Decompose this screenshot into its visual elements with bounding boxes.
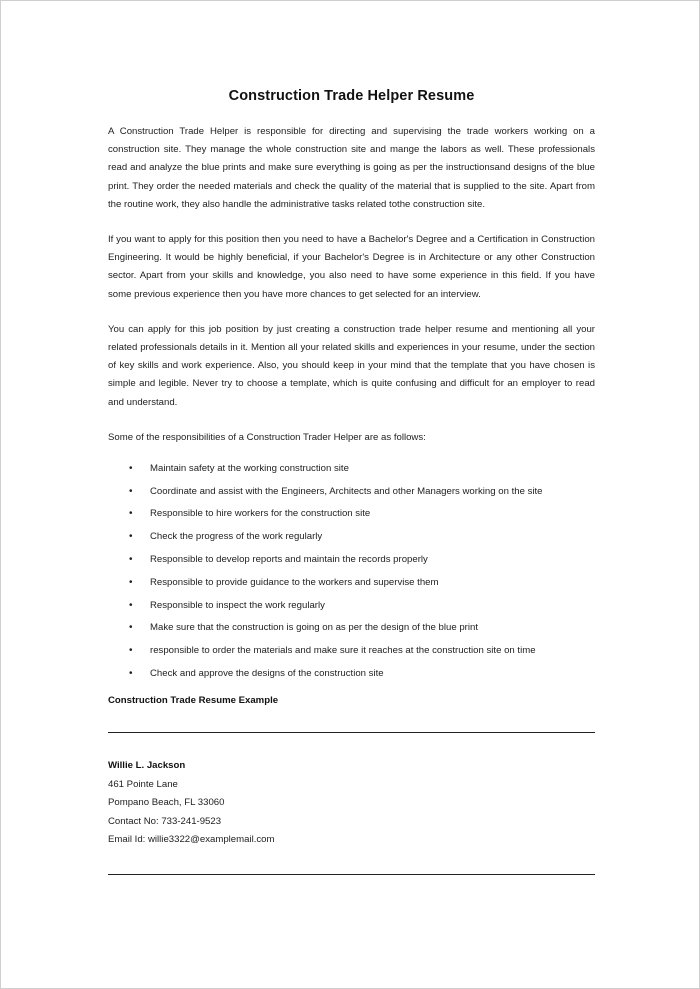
contact-phone: Contact No: 733-241-9523: [108, 815, 222, 827]
example-heading: Construction Trade Resume Example: [108, 695, 279, 707]
list-item: [108, 643, 595, 658]
list-item-text: Maintain safety at the working construction site: [150, 462, 349, 474]
list-item: [108, 529, 595, 544]
paragraph-intro: A Construction Trade Helper is responsible for directing and supervising the trade workers working on a construction site. They manage the whole construction site and mange the labors as well. These professionals read and analyze the blue prints and make sure everything is going as per the instructionsand designs of the blue print. They order the needed materials and check the quality of the material that is supplied to the site. Apart from the routine work, they also handle the administrative tasks related tothe construction site.: [108, 126, 595, 210]
contact-address-line2: Pompano Beach, FL 33060: [108, 797, 225, 809]
list-item: [108, 552, 595, 567]
bullet-icon: •: [129, 485, 133, 497]
divider-bottom: [108, 874, 595, 875]
contact-email: Email Id: willie3322@examplemail.com: [108, 834, 275, 846]
list-item-text: responsible to order the materials and make sure it reaches at the construction site on time: [150, 645, 536, 657]
list-item-text: Coordinate and assist with the Engineers, Architects and other Managers working on the site: [150, 485, 543, 497]
bullet-icon: •: [129, 645, 133, 657]
list-item-text: Responsible to provide guidance to the workers and supervise them: [150, 576, 439, 588]
list-item: [108, 484, 595, 499]
bullet-icon: •: [129, 508, 133, 520]
bullet-icon: •: [129, 554, 133, 566]
contact-block: [108, 757, 595, 850]
list-item-text: Responsible to inspect the work regularly: [150, 599, 325, 611]
responsibilities-list: [108, 461, 595, 681]
document-content: [108, 88, 595, 875]
list-item-text: Responsible to develop reports and maintain the records properly: [150, 554, 428, 566]
contact-name: Willie L. Jackson: [108, 760, 186, 772]
list-item: [108, 461, 595, 476]
bullet-icon: •: [129, 462, 133, 474]
paragraph-requirements: If you want to apply for this position then you need to have a Bachelor's Degree and a Certification in Construction Engineering. It would be highly beneficial, if your Bachelor's Degree is in Architecture or any other Construction sector. Apart from your skills and knowledge, you also need to have some experience in this field. If you have some previous experience then you have more chances to get selected for an interview.: [108, 234, 595, 300]
list-item-text: Check and approve the designs of the construction site: [150, 668, 384, 680]
list-item-text: Responsible to hire workers for the construction site: [150, 508, 371, 520]
paragraph-how-to-apply: You can apply for this job position by just creating a construction trade helper resume and mentioning all your related professionals details in it. Mention all your related skills and experiences in your resume, under the section of key skills and work experience. Also, you should keep in your mind that the template that you have chosen is simple and legible. Never try to choose a template, which is quite confusing and difficult for an employer to read and understand.: [108, 323, 595, 408]
list-item: [108, 666, 595, 681]
bullet-icon: •: [129, 622, 133, 634]
list-item-text: Make sure that the construction is going on as per the design of the blue print: [150, 622, 478, 634]
list-item-text: Check the progress of the work regularly: [150, 531, 323, 543]
responsibilities-intro: Some of the responsibilities of a Construction Trader Helper are as follows:: [108, 431, 426, 443]
document-title: Construction Trade Helper Resume: [228, 88, 475, 104]
bullet-icon: •: [129, 576, 133, 588]
list-item: [108, 598, 595, 613]
bullet-icon: •: [129, 668, 133, 680]
contact-address-line1: 461 Pointe Lane: [108, 778, 178, 790]
bullet-icon: •: [129, 531, 133, 543]
list-item: [108, 575, 595, 590]
divider-top: [108, 732, 595, 733]
list-item: [108, 620, 595, 635]
bullet-icon: •: [129, 599, 133, 611]
list-item: [108, 506, 595, 521]
